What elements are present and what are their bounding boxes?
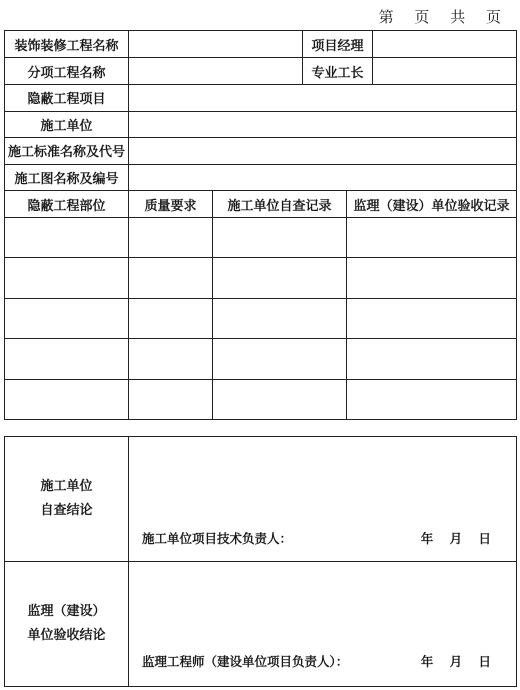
project-name-label: 装饰装修工程名称 [5,31,129,58]
record-cell[interactable] [129,258,213,299]
supervisor-conclusion-label-cell [5,562,129,687]
info-row-subproject [5,58,517,85]
supervisor-conclusion-field[interactable] [129,562,517,687]
record-cell[interactable] [213,217,347,258]
record-cell[interactable] [5,298,129,339]
table-row [5,258,517,299]
record-cell[interactable] [213,258,347,299]
record-cell[interactable] [5,258,129,299]
record-cell[interactable] [129,298,213,339]
page-label-gong: 共 [450,8,467,26]
record-cell[interactable] [347,339,517,380]
drawing-label: 施工图名称及编号 [5,164,129,191]
record-cell[interactable] [5,217,129,258]
contractor-conclusion-label-cell [5,437,129,562]
record-cell[interactable] [347,298,517,339]
contractor-field[interactable] [129,111,517,138]
record-cell[interactable] [129,217,213,258]
supervisor-conclusion-label-line2: 单位验收结论 [27,628,106,643]
hidden-item-field[interactable] [129,85,517,112]
table-row [5,217,517,258]
info-row-drawing [5,164,517,191]
table-row [5,339,517,380]
supervisor-signer-label: 监理工程师（建设单位项目负责人）： [142,654,349,669]
project-manager-label: 项目经理 [303,31,373,58]
record-cell[interactable] [129,379,213,420]
standard-field[interactable] [129,138,517,165]
conclusion-table [4,436,517,687]
column-header-location: 隐蔽工程部位 [5,191,129,218]
page-label-ye2: 页 [485,8,502,26]
standard-label: 施工标准名称及代号 [5,138,129,165]
table-row [5,379,517,420]
contractor-date-label: 年 月 日 [420,531,491,546]
contractor-conclusion-label-line1: 施工单位 [40,479,93,494]
info-row-standard [5,138,517,165]
record-cell[interactable] [213,298,347,339]
info-row-project [5,31,517,58]
info-row-hidden-item [5,85,517,112]
record-cell[interactable] [5,339,129,380]
project-manager-field[interactable] [373,31,517,58]
column-header-self-check: 施工单位自查记录 [213,191,347,218]
sub-project-label: 分项工程名称 [5,58,129,85]
contractor-label: 施工单位 [5,111,129,138]
record-cell[interactable] [5,379,129,420]
column-header-supervisor-check: 监理（建设）单位验收记录 [347,191,517,218]
record-cell[interactable] [213,379,347,420]
record-cell[interactable] [213,339,347,380]
record-cell[interactable] [347,258,517,299]
column-header-quality: 质量要求 [129,191,213,218]
foreman-field[interactable] [373,58,517,85]
supervisor-conclusion-label-line1: 监理（建设） [27,604,106,619]
table-row [5,298,517,339]
page-label-ye: 页 [414,8,431,26]
page-label-di: 第 [378,8,395,26]
contractor-conclusion-row [5,437,517,562]
foreman-label: 专业工长 [303,58,373,85]
sub-project-field[interactable] [129,58,303,85]
supervisor-date-label: 年 月 日 [420,654,491,669]
info-row-contractor [5,111,517,138]
contractor-signer-label: 施工单位项目技术负责人： [142,531,293,546]
contractor-conclusion-label-line2: 自查结论 [40,503,93,518]
record-header-row [5,191,517,218]
record-cell[interactable] [347,217,517,258]
project-name-field[interactable] [129,31,303,58]
page-number [365,6,502,27]
inspection-record-table [4,30,517,420]
contractor-conclusion-field[interactable] [129,437,517,562]
record-cell[interactable] [129,339,213,380]
supervisor-conclusion-row [5,562,517,687]
drawing-field[interactable] [129,164,517,191]
record-cell[interactable] [347,379,517,420]
hidden-item-label: 隐蔽工程项目 [5,85,129,112]
